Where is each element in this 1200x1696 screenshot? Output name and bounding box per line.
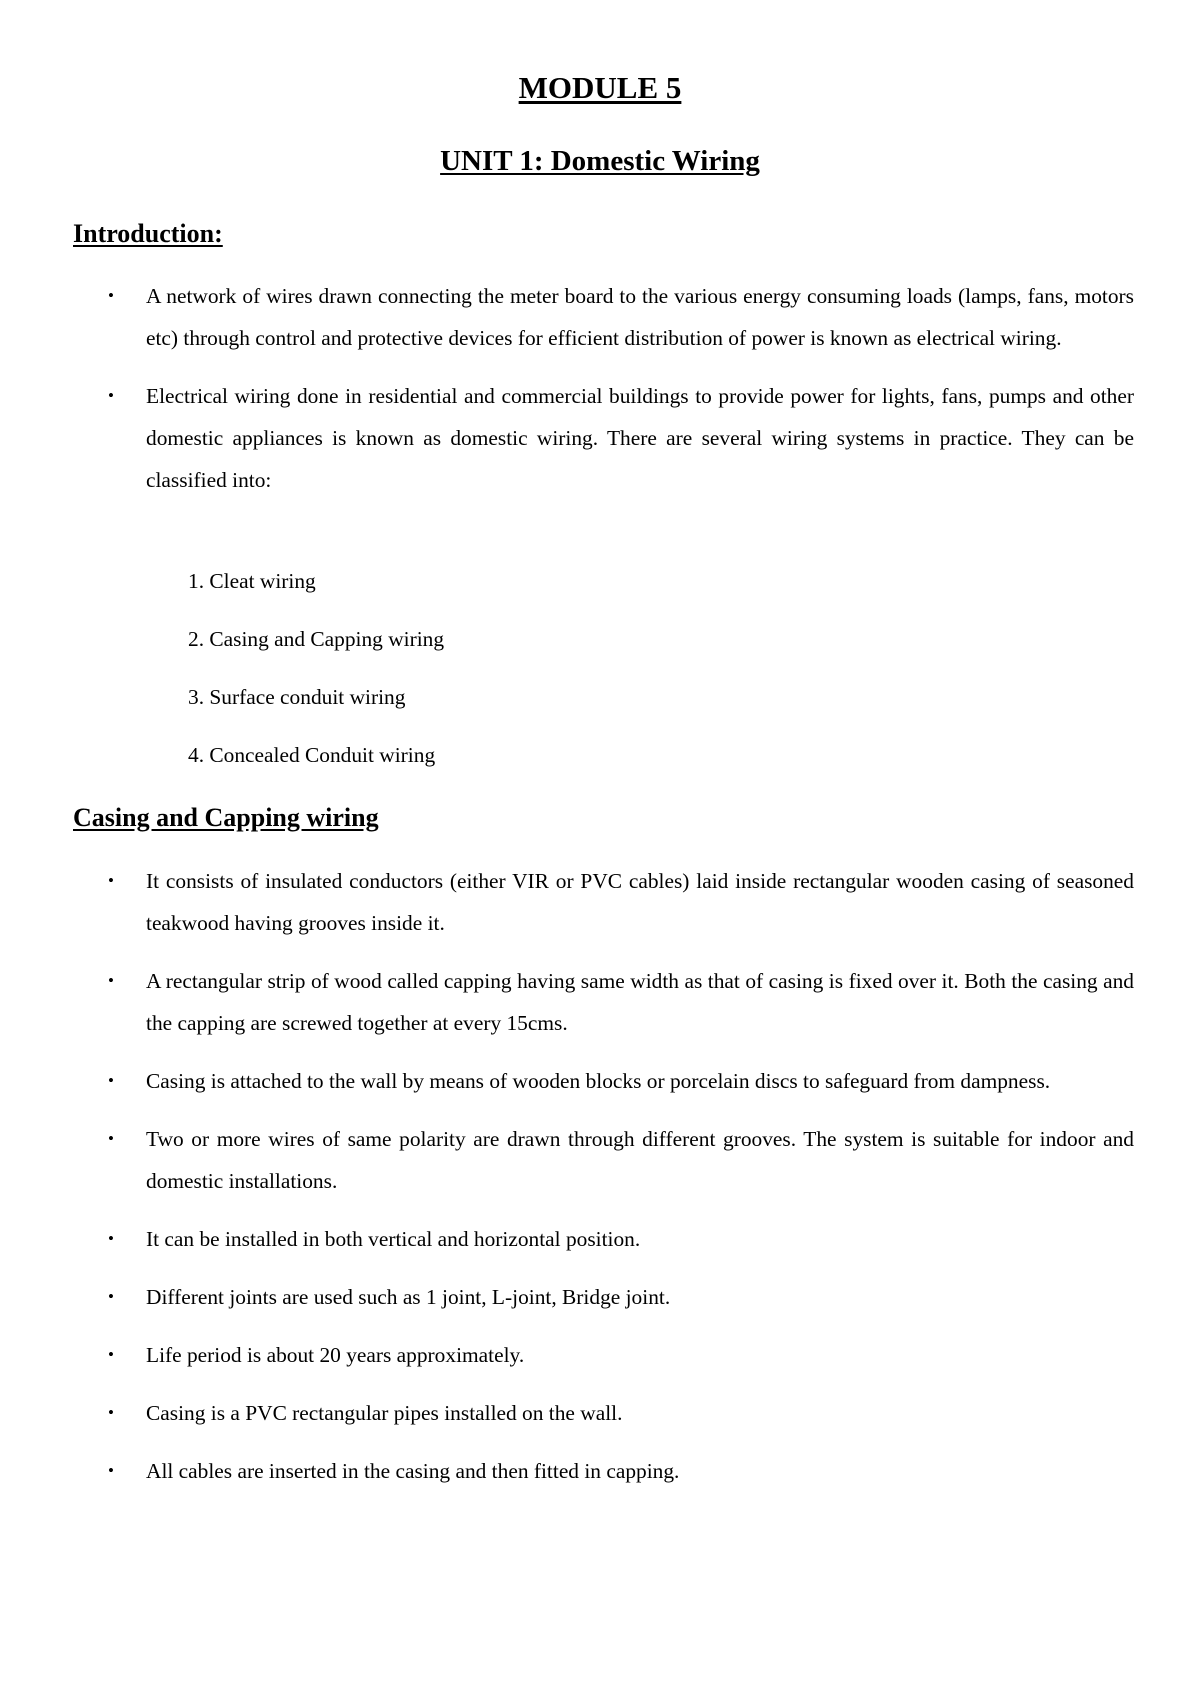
bullet-text: Different joints are used such as 1 joint, L-joint, Bridge joint. <box>146 1285 671 1309</box>
list-item <box>0 1450 1134 1492</box>
list-item <box>0 1218 1134 1260</box>
wiring-type-item: 1. Cleat wiring <box>188 569 316 593</box>
bullet-text: It can be installed in both vertical and horizontal position. <box>146 1227 641 1251</box>
bullet-icon: • <box>108 1287 114 1306</box>
list-item <box>0 960 1134 1044</box>
wiring-type-item: 3. Surface conduit wiring <box>188 685 406 709</box>
introduction-bullet-list <box>0 275 1200 517</box>
list-item <box>0 1276 1134 1318</box>
introduction-heading: Introduction: <box>73 219 223 248</box>
bullet-icon: • <box>108 871 114 890</box>
bullet-icon: • <box>108 1461 114 1480</box>
list-item <box>0 375 1134 501</box>
casing-capping-heading: Casing and Capping wiring <box>73 803 379 832</box>
module-title: MODULE 5 <box>518 70 682 105</box>
list-item <box>0 860 1134 944</box>
bullet-icon: • <box>108 386 114 405</box>
bullet-icon: • <box>108 1129 114 1148</box>
bullet-icon: • <box>108 1345 114 1364</box>
bullet-text: A network of wires drawn connecting the meter board to the various energy consuming loads (lamps, fans, motors etc) through control and protective devices for efficient distribution of power is known as electrical wiring. <box>146 284 1134 350</box>
bullet-text: It consists of insulated conductors (either VIR or PVC cables) laid inside rectangular wooden casing of seasoned teakwood having grooves inside it. <box>146 869 1134 935</box>
bullet-text: A rectangular strip of wood called capping having same width as that of casing is fixed over it. Both the casing and the capping are screwed together at every 15cms. <box>146 969 1134 1035</box>
wiring-types-list <box>188 552 444 784</box>
list-item <box>0 1118 1134 1202</box>
casing-capping-bullet-list <box>0 860 1200 1508</box>
bullet-text: Casing is attached to the wall by means of wooden blocks or porcelain discs to safeguard from dampness. <box>146 1069 1051 1093</box>
bullet-text: Life period is about 20 years approximately. <box>146 1343 525 1367</box>
bullet-icon: • <box>108 1071 114 1090</box>
wiring-type-item: 2. Casing and Capping wiring <box>188 627 445 651</box>
bullet-text: Two or more wires of same polarity are drawn through different grooves. The system is suitable for indoor and domestic installations. <box>146 1127 1134 1193</box>
list-item <box>0 1334 1134 1376</box>
bullet-icon: • <box>108 1229 114 1248</box>
bullet-text: Electrical wiring done in residential and commercial buildings to provide power for lights, fans, pumps and other domestic appliances is known as domestic wiring. There are several wiring systems in practice. They can be classified into: <box>146 384 1134 492</box>
list-item <box>0 1392 1134 1434</box>
wiring-type-item: 4. Concealed Conduit wiring <box>188 743 436 767</box>
bullet-icon: • <box>108 286 114 305</box>
unit-title: UNIT 1: Domestic Wiring <box>440 145 760 177</box>
bullet-icon: • <box>108 971 114 990</box>
list-item <box>0 1060 1134 1102</box>
bullet-icon: • <box>108 1403 114 1422</box>
list-item <box>0 275 1134 359</box>
bullet-text: All cables are inserted in the casing and then fitted in capping. <box>146 1459 680 1483</box>
bullet-text: Casing is a PVC rectangular pipes installed on the wall. <box>146 1401 623 1425</box>
